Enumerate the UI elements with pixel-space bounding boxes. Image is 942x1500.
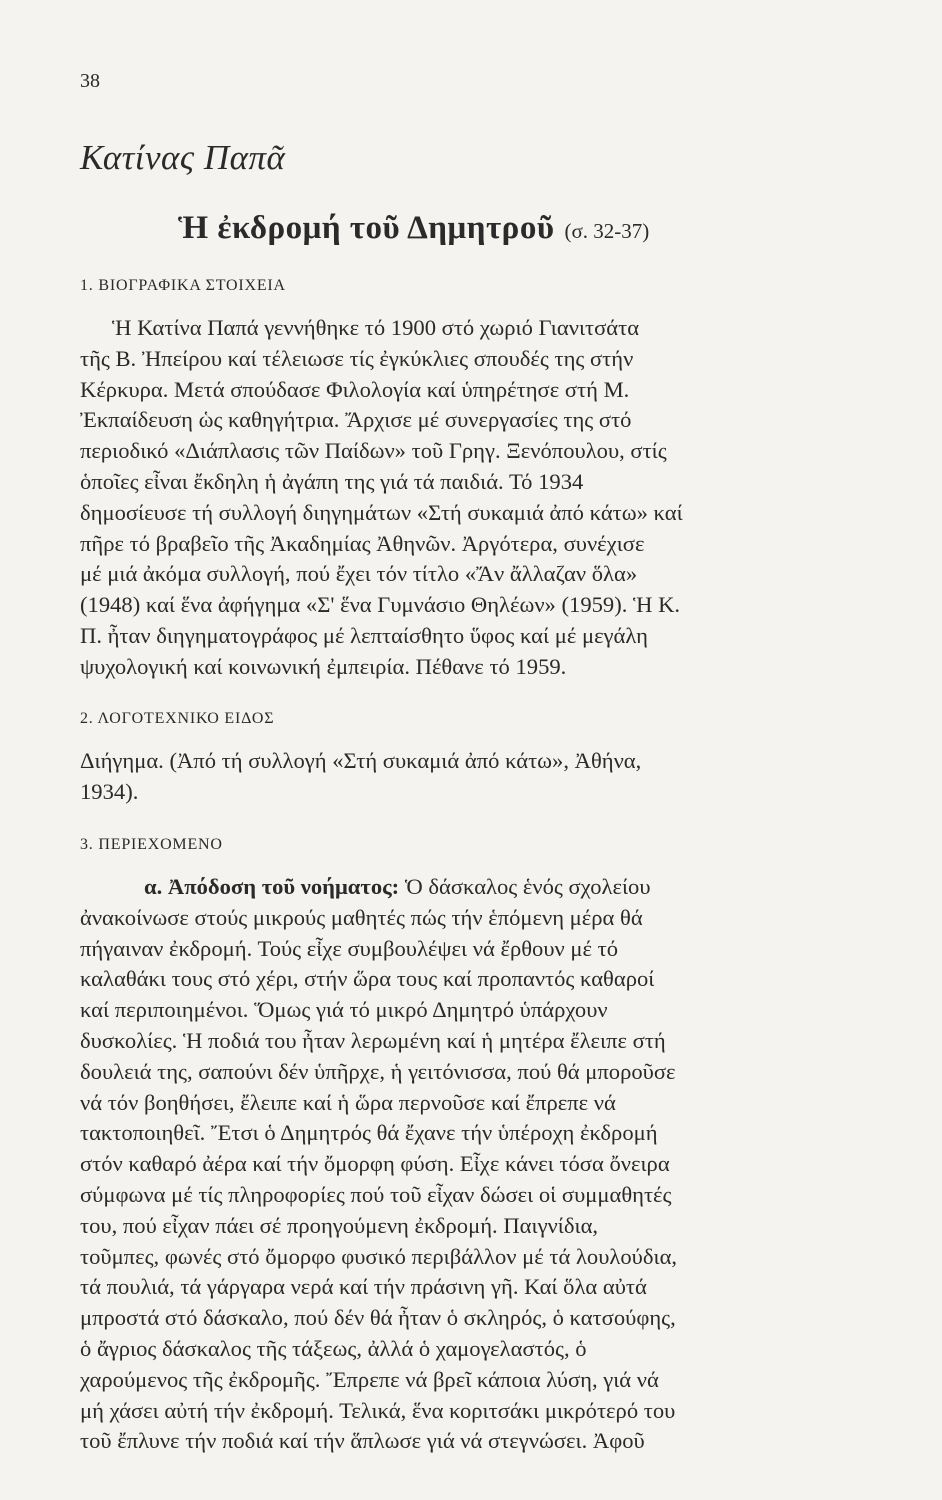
text-line: στόν καθαρό ἀέρα καί τήν ὄμορφη φύση. Εἶχε κάνει τόσα ὄνειρα bbox=[80, 1151, 670, 1177]
text-line: καλαθάκι τους στό χέρι, στήν ὥρα τους καί προπαντός καθαροί bbox=[80, 966, 655, 992]
text-line: ὁποῖες εἶναι ἔκδηλη ἡ ἀγάπη της γιά τά παιδιά. Τό 1934 bbox=[80, 468, 584, 494]
text-line: χαρούμενος τῆς ἐκδρομῆς. Ἔπρεπε νά βρεῖ κάποια λύση, γιά νά bbox=[80, 1366, 659, 1392]
content-paragraph bbox=[80, 872, 880, 1457]
text-line: σύμφωνα μέ τίς πληροφορίες πού τοῦ εἶχαν δώσει οἱ συμμαθητές bbox=[80, 1181, 672, 1207]
text-line: τακτοποιηθεῖ. Ἔτσι ὁ Δημητρός θά ἔχανε τήν ὑπέροχη ἐκδρομή bbox=[80, 1120, 658, 1146]
title-line bbox=[178, 210, 649, 247]
text-line: τά πουλιά, τά γάργαρα νερά καί τήν πράσινη γῆ. Καί ὅλα αὐτά bbox=[80, 1274, 647, 1300]
text-line: δυσκολίες. Ἡ ποδιά του ἦταν λερωμένη καί ἡ μητέρα ἔλειπε στή bbox=[80, 1027, 666, 1053]
text-fragment: Ὁ δάσκαλος ἑνός σχολείου bbox=[404, 874, 651, 899]
section-heading-biography: 1. ΒΙΟΓΡΑΦΙΚΑ ΣΤΟΙΧΕΙΑ bbox=[80, 277, 286, 294]
text-line: Διήγημα. (Ἀπό τή συλλογή «Στή συκαμιά ἀπό κάτω», Ἀθήνα, bbox=[80, 748, 642, 773]
text-line: τοῦμπες, φωνές στό ὄμορφο φυσικό περιβάλλον μέ τά λουλούδια, bbox=[80, 1243, 678, 1269]
text-line: μή χάσει αὐτή τήν ἐκδρομή. Τελικά, ἕνα κοριτσάκι μικρότερό του bbox=[80, 1397, 676, 1423]
text-line: Ἡ Κατίνα Παπά γεννήθηκε τό 1900 στό χωριό Γιανιτσάτα bbox=[112, 315, 640, 340]
text-line: του, πού εἶχαν πάει σέ προηγούμενη ἐκδρομή. Παιγνίδια, bbox=[80, 1212, 599, 1238]
page-number: 38 bbox=[80, 70, 100, 92]
text-line: Κέρκυρα. Μετά σπούδασε Φιλολογία καί ὑπηρέτησε στή Μ. bbox=[80, 376, 630, 402]
genre-paragraph bbox=[80, 746, 880, 808]
text-line: ψυχολογική καί κοινωνική ἐμπειρία. Πέθανε τό 1959. bbox=[80, 653, 567, 679]
text-line: καί περιποιημένοι. Ὅμως γιά τό μικρό Δημητρό ὑπάρχουν bbox=[80, 997, 608, 1023]
text-line: δημοσίευσε τή συλλογή διηγημάτων «Στή συκαμιά ἀπό κάτω» καί bbox=[80, 499, 683, 525]
text-line: Π. ἦταν διηγηματογράφος μέ λεπταίσθητο ὕφος καί μέ μεγάλη bbox=[80, 622, 648, 648]
text-line: Ἐκπαίδευση ὡς καθηγήτρια. Ἄρχισε μέ συνεργασίες της στό bbox=[80, 407, 632, 433]
text-line: τῆς Β. Ἠπείρου καί τέλειωσε τίς ἐγκύκλιες σπουδές της στήν bbox=[80, 345, 634, 371]
pages-reference: (σ. 32-37) bbox=[564, 219, 650, 243]
text-line: ὁ ἄγριος δάσκαλος τῆς τάξεως, ἀλλά ὁ χαμογελαστός, ὁ bbox=[80, 1335, 587, 1361]
text-line: μέ μιά ἀκόμα συλλογή, πού ἔχει τόν τίτλο «Ἄν ἄλλαζαν ὅλα» bbox=[80, 561, 638, 587]
text-line: πῆρε τό βραβεῖο τῆς Ἀκαδημίας Ἀθηνῶν. Ἀργότερα, συνέχισε bbox=[80, 530, 645, 556]
text-line: 1934). bbox=[80, 778, 139, 804]
text-line: πήγαιναν ἐκδρομή. Τούς εἶχε συμβουλέψει νά ἔρθουν μέ τό bbox=[80, 935, 619, 961]
text-line: δουλειά της, σαπούνι δέν ὑπῆρχε, ἡ γειτόνισσα, πού θά μποροῦσε bbox=[80, 1058, 676, 1084]
subsection-heading: α. Ἀπόδοση τοῦ νοήματος: bbox=[144, 874, 400, 899]
text-line: (1948) καί ἕνα ἀφήγημα «Σ' ἕνα Γυμνάσιο Θηλέων» (1959). Ἡ Κ. bbox=[80, 592, 681, 618]
section-heading-content: 3. ΠΕΡΙΕΧΟΜΕΝΟ bbox=[80, 836, 223, 853]
work-title: Ἡ ἐκδρομή τοῦ Δημητροῦ bbox=[178, 210, 555, 246]
section-heading-genre: 2. ΛΟΓΟΤΕΧΝΙΚΟ ΕΙΔΟΣ bbox=[80, 710, 275, 727]
text-line: μπροστά στό δάσκαλο, πού δέν θά ἦταν ὁ σκληρός, ὁ κατσούφης, bbox=[80, 1305, 676, 1331]
text-line: νά τόν βοηθήσει, ἔλειπε καί ἡ ὥρα περνοῦσε καί ἔπρεπε νά bbox=[80, 1089, 616, 1115]
text-line: περιοδικό «Διάπλασις τῶν Παίδων» τοῦ Γρηγ. Ξενόπουλου, στίς bbox=[80, 438, 667, 464]
text-line: τοῦ ἔπλυνε τήν ποδιά καί τήν ἅπλωσε γιά νά στεγνώσει. Ἀφοῦ bbox=[80, 1428, 645, 1454]
author-name: Κατίνας Παπᾶ bbox=[80, 138, 286, 177]
biography-paragraph bbox=[80, 313, 880, 683]
text-line: ἀνακοίνωσε στούς μικρούς μαθητές πώς τήν ἑπόμενη μέρα θά bbox=[80, 904, 643, 930]
text-line bbox=[80, 872, 880, 903]
